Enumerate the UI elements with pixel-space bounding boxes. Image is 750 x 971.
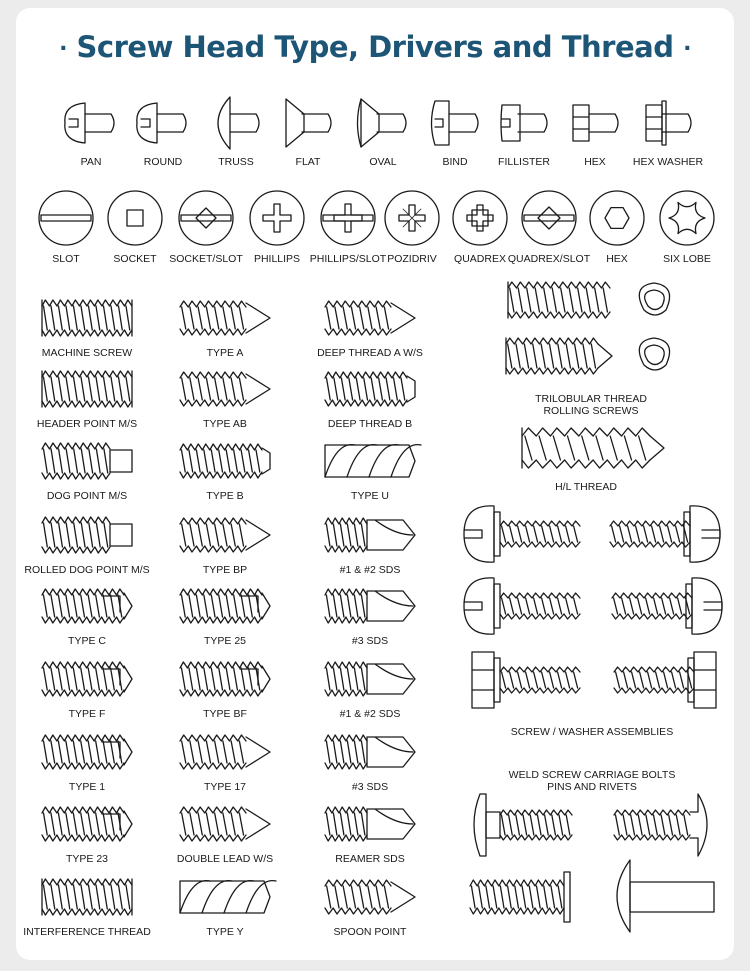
- thread-interference-thread-0-8-icon: [42, 879, 132, 915]
- head-label-fillister: FILLISTER: [498, 156, 550, 168]
- thread-label-1-2: TYPE B: [206, 490, 244, 502]
- thread-label-2-8: SPOON POINT: [333, 926, 407, 938]
- driver-label-phillips: PHILLIPS: [253, 253, 301, 265]
- hl-thread-screw-icon: [522, 428, 664, 468]
- trilobular-screw-1-icon: [508, 282, 610, 318]
- thread-label-2-3: #1 & #2 SDS: [339, 564, 401, 576]
- thread-type-y-1-8-icon: [180, 881, 276, 913]
- thread-type-b-1-2-icon: [180, 444, 270, 478]
- rivet-icon: [617, 860, 714, 932]
- head-label-hex-washer: HEX WASHER: [632, 156, 704, 168]
- thread-label-0-6: TYPE 1: [68, 781, 106, 793]
- driver-pozidriv-icon: [385, 191, 439, 245]
- weld-label-line2: PINS AND RIVETS: [547, 781, 637, 793]
- thread-label-2-4: #3 SDS: [351, 635, 389, 647]
- thread-label-0-3: ROLLED DOG POINT M/S: [24, 564, 150, 576]
- thread-rolled-dog-point-m-s-0-3-icon: [42, 517, 132, 553]
- driver-label-slot: SLOT: [52, 253, 80, 265]
- thread-label-0-2: DOG POINT M/S: [46, 490, 128, 502]
- head-label-round: ROUND: [143, 156, 183, 168]
- thread-type-u-2-2-icon: [325, 445, 421, 477]
- thread-type-17-1-6-icon: [180, 735, 270, 769]
- assembly-3-icon: [464, 578, 580, 634]
- driver-label-quadrex-slot: QUADREX/SLOT: [507, 253, 591, 265]
- assembly-5-icon: [472, 652, 580, 708]
- head-oval-icon: [358, 99, 407, 147]
- thread-type-23-0-7-icon: [42, 807, 132, 841]
- driver-quadrex-icon: [453, 191, 507, 245]
- thread-header-point-m-s-0-1-icon: [42, 371, 132, 407]
- head-bind-icon: [432, 101, 479, 145]
- thread-label-2-5: #1 & #2 SDS: [339, 708, 401, 720]
- thread-type-c-0-4-icon: [42, 589, 132, 623]
- title-text: Screw Head Type, Drivers and Thread: [76, 30, 674, 64]
- thread-label-1-0: TYPE A: [206, 347, 244, 359]
- head-fillister-icon: [501, 105, 547, 141]
- thread-machine-screw-0-0-icon: [42, 300, 132, 336]
- weld-bolt-icon: [614, 794, 707, 856]
- driver-socket-icon: [108, 191, 162, 245]
- thread-label-2-0: DEEP THREAD A W/S: [317, 347, 423, 359]
- assembly-2-icon: [610, 506, 720, 562]
- driver-label-socket-slot: SOCKET/SLOT: [169, 253, 243, 265]
- thread-1-2-sds-2-3-icon: [325, 518, 415, 552]
- thread-type-25-1-4-icon: [180, 589, 270, 623]
- driver-phillips-slot-icon: [321, 191, 375, 245]
- driver-label-pozidriv: POZIDRIV: [387, 253, 437, 265]
- thread-type-ab-1-1-icon: [180, 372, 270, 406]
- head-hex-washer-icon: [646, 101, 691, 145]
- thread-label-1-3: TYPE BP: [202, 564, 248, 576]
- driver-label-socket: SOCKET: [113, 253, 157, 265]
- head-flat-icon: [286, 99, 331, 147]
- head-hex-icon: [573, 105, 618, 141]
- thread-spoon-point-2-8-icon: [325, 880, 415, 914]
- driver-socket-slot-icon: [179, 191, 233, 245]
- weld-label-line1: WELD SCREW CARRIAGE BOLTS: [508, 769, 676, 781]
- head-label-flat: FLAT: [295, 156, 321, 168]
- driver-hex-icon: [590, 191, 644, 245]
- head-label-oval: OVAL: [369, 156, 397, 168]
- head-label-truss: TRUSS: [218, 156, 254, 168]
- title-bullet-left: ·: [59, 36, 67, 62]
- head-pan-icon: [65, 103, 114, 143]
- driver-label-hex: HEX: [606, 253, 628, 265]
- thread-label-0-4: TYPE C: [68, 635, 106, 647]
- thread-reamer-sds-2-7-icon: [325, 807, 415, 841]
- trilobular-profile-1-icon: [639, 283, 669, 315]
- thread-type-a-1-0-icon: [180, 301, 270, 335]
- assemblies-label: SCREW / WASHER ASSEMBLIES: [510, 726, 674, 738]
- driver-six-lobe-icon: [660, 191, 714, 245]
- thread-label-1-6: TYPE 17: [203, 781, 247, 793]
- head-round-icon: [137, 103, 186, 143]
- head-label-bind: BIND: [442, 156, 468, 168]
- driver-phillips-icon: [250, 191, 304, 245]
- driver-slot-icon: [39, 191, 93, 245]
- thread-type-bp-1-3-icon: [180, 518, 270, 552]
- thread-label-1-8: TYPE Y: [206, 926, 244, 938]
- thread-1-2-sds-2-5-icon: [325, 662, 415, 696]
- thread-label-0-0: MACHINE SCREW: [41, 347, 133, 359]
- thread-label-0-7: TYPE 23: [65, 853, 109, 865]
- trilobular-label-line1: TRILOBULAR THREAD: [535, 393, 647, 405]
- thread-label-1-5: TYPE BF: [203, 708, 247, 720]
- thread-deep-thread-b-2-1-icon: [325, 372, 415, 406]
- thread-3-sds-2-4-icon: [325, 589, 415, 623]
- thread-label-0-8: INTERFERENCE THREAD: [23, 926, 151, 938]
- thread-label-0-5: TYPE F: [68, 708, 106, 720]
- thread-type-f-0-5-icon: [42, 662, 132, 696]
- thread-label-1-7: DOUBLE LEAD W/S: [176, 853, 274, 865]
- driver-label-phillips-slot: PHILLIPS/SLOT: [309, 253, 387, 265]
- carriage-bolt-icon: [474, 794, 572, 856]
- thread-deep-thread-a-w-s-2-0-icon: [325, 301, 415, 335]
- thread-double-lead-w-s-1-7-icon: [180, 807, 270, 841]
- driver-quadrex-slot-icon: [522, 191, 576, 245]
- head-label-hex: HEX: [584, 156, 606, 168]
- thread-label-0-1: HEADER POINT M/S: [36, 418, 138, 430]
- assembly-4-icon: [612, 578, 722, 634]
- thread-label-2-6: #3 SDS: [351, 781, 389, 793]
- assembly-6-icon: [614, 652, 716, 708]
- trilobular-profile-2-icon: [639, 338, 669, 370]
- thread-label-2-2: TYPE U: [351, 490, 389, 502]
- weld-screw-icon: [470, 872, 570, 922]
- thread-label-1-4: TYPE 25: [203, 635, 247, 647]
- thread-label-2-7: REAMER SDS: [335, 853, 405, 865]
- thread-type-1-0-6-icon: [42, 735, 132, 769]
- title-bullet-right: ·: [683, 36, 691, 62]
- thread-label-2-1: DEEP THREAD B: [327, 418, 413, 430]
- trilobular-label-line2: ROLLING SCREWS: [543, 405, 639, 417]
- head-truss-icon: [218, 97, 259, 149]
- head-label-pan: PAN: [80, 156, 102, 168]
- trilobular-screw-2-icon: [506, 338, 612, 374]
- assembly-1-icon: [464, 506, 580, 562]
- driver-label-quadrex: QUADREX: [454, 253, 506, 265]
- thread-3-sds-2-6-icon: [325, 735, 415, 769]
- driver-label-six-lobe: SIX LOBE: [663, 253, 711, 265]
- hl-thread-label: H/L THREAD: [555, 481, 617, 493]
- thread-dog-point-m-s-0-2-icon: [42, 443, 132, 479]
- thread-label-1-1: TYPE AB: [203, 418, 247, 430]
- thread-type-bf-1-5-icon: [180, 662, 270, 696]
